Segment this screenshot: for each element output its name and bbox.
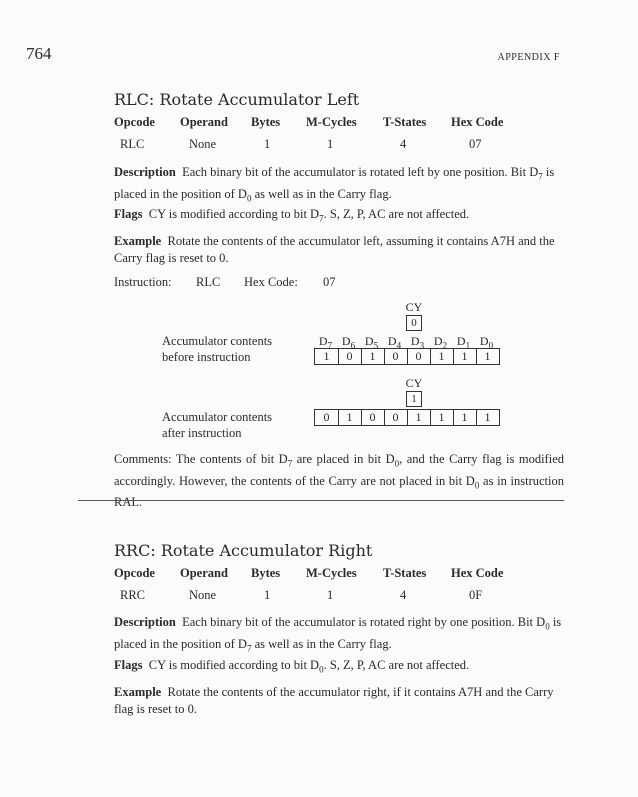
- bit-label-d0: $D_0$: [479, 334, 494, 351]
- accumulator-before-bits: [314, 348, 500, 365]
- rlc-hexcode-label: Hex Code:: [244, 275, 298, 289]
- rrc-header-opcode: Opcode: [114, 566, 155, 580]
- bit-label-d2: $D_2$: [433, 334, 448, 351]
- bit-label-d4: $D_4$: [387, 334, 402, 351]
- rlc-example-label: Example: [114, 234, 162, 248]
- rlc-value-hexcode: 07: [469, 137, 482, 151]
- section-divider: [78, 500, 564, 501]
- rlc-header-bytes: Bytes: [251, 115, 281, 129]
- rlc-instruction-value: RLC: [196, 275, 221, 289]
- rlc-value-operand: None: [189, 137, 217, 151]
- rlc-instruction-label: Instruction:: [114, 275, 172, 289]
- rlc-example: Example Rotate the contents of the accumulator left, assuming it contains A7H and the Carry flag is reset to 0.: [114, 234, 555, 265]
- rlc-header-tstates: T-States: [383, 115, 427, 129]
- rrc-flags: Flags CY is modified according to bit $D_0$. S, Z, P, AC are not affected.: [114, 658, 470, 675]
- rrc-value-operand: None: [189, 588, 217, 602]
- cy-after-group: [402, 376, 426, 407]
- rlc-flags-label: Flags: [114, 207, 143, 221]
- rrc-description: Description Each binary bit of the accumulator is rotated right by one position. Bit $D_0$ is placed in the position of $D_7$ as well as in the Carry flag.: [114, 615, 562, 653]
- rlc-value-tstates: 4: [400, 137, 407, 151]
- rrc-value-hexcode: 0F: [469, 588, 483, 602]
- rlc-value-opcode: RLC: [120, 137, 145, 151]
- rrc-header-bytes: Bytes: [251, 566, 281, 580]
- rlc-value-bytes: 1: [264, 137, 271, 151]
- cy-label-after: CY: [405, 376, 423, 390]
- acc-before-label: Accumulator contents before instruction: [162, 334, 273, 364]
- bit-cell: 0: [407, 349, 430, 364]
- rrc-example: Example Rotate the contents of the accumulator right, if it contains A7H and the Carry flag is reset to 0.: [114, 685, 554, 716]
- bit-cell: 1: [430, 349, 453, 364]
- appendix-label: APPENDIX F: [497, 52, 560, 63]
- cy-before-group: [402, 300, 426, 331]
- cy-label-before: CY: [405, 300, 423, 314]
- rrc-value-mcycles: 1: [327, 588, 334, 602]
- bit-cell: 1: [407, 410, 430, 425]
- bit-label-d5: $D_5$: [364, 334, 379, 351]
- rrc-title: RRC: Rotate Accumulator Right: [114, 541, 373, 560]
- rrc-value-bytes: 1: [264, 588, 271, 602]
- rrc-header-mcycles: M-Cycles: [306, 566, 357, 580]
- rlc-comments: Comments: The contents of bit $D_7$ are placed in bit $D_0$, and the Carry flag is modified accordingly. However, the contents of the Carry are not placed in bit $D_0$ as in instruction RAL.: [114, 452, 564, 509]
- rrc-description-label: Description: [114, 615, 176, 629]
- bit-cell: 1: [361, 349, 384, 364]
- rrc-flags-label: Flags: [114, 658, 143, 672]
- rlc-title: RLC: Rotate Accumulator Left: [114, 90, 360, 109]
- cy-before-box: 0: [406, 315, 422, 331]
- bit-label-d6: $D_6$: [341, 334, 356, 351]
- bit-cell: 1: [453, 410, 476, 425]
- rlc-header-mcycles: M-Cycles: [306, 115, 357, 129]
- page-number: 764: [26, 44, 52, 63]
- rlc-value-mcycles: 1: [327, 137, 334, 151]
- rrc-example-label: Example: [114, 685, 162, 699]
- rrc-header-tstates: T-States: [383, 566, 427, 580]
- rlc-hexcode-value: 07: [323, 275, 336, 289]
- cy-after-box: 1: [406, 391, 422, 407]
- bit-cell: 1: [430, 410, 453, 425]
- rlc-header-operand: Operand: [180, 115, 228, 129]
- rlc-description: Description Each binary bit of the accumulator is rotated left by one position. Bit $D_7$ is placed in the position of $D_0$ as well as in the Carry flag.: [114, 165, 555, 203]
- bit-cell: 0: [361, 410, 384, 425]
- bit-cell: 1: [323, 349, 330, 363]
- rrc-value-tstates: 4: [400, 588, 407, 602]
- bit-cell: 0: [323, 410, 330, 424]
- rrc-value-opcode: RRC: [120, 588, 146, 602]
- bit-cell: 1: [476, 349, 499, 364]
- rrc-header-hexcode: Hex Code: [451, 566, 504, 580]
- bit-label-d1: $D_1$: [456, 334, 471, 351]
- bit-label-d3: $D_3$: [410, 334, 425, 351]
- rlc-header-opcode: Opcode: [114, 115, 155, 129]
- rlc-flags: Flags CY is modified according to bit $D_7$. S, Z, P, AC are not affected.: [114, 207, 470, 224]
- bit-cell: 0: [384, 349, 407, 364]
- bit-cell: 1: [338, 410, 361, 425]
- bit-cell: 0: [384, 410, 407, 425]
- bit-cell: 1: [476, 410, 499, 425]
- bit-label-d7: $D_7$: [318, 334, 333, 351]
- accumulator-after-bits: [314, 409, 500, 426]
- rlc-description-label: Description: [114, 165, 176, 179]
- bit-cell: 0: [338, 349, 361, 364]
- rrc-header-operand: Operand: [180, 566, 228, 580]
- rlc-header-hexcode: Hex Code: [451, 115, 504, 129]
- acc-after-label: Accumulator contents after instruction: [162, 410, 273, 440]
- bit-cell: 1: [453, 349, 476, 364]
